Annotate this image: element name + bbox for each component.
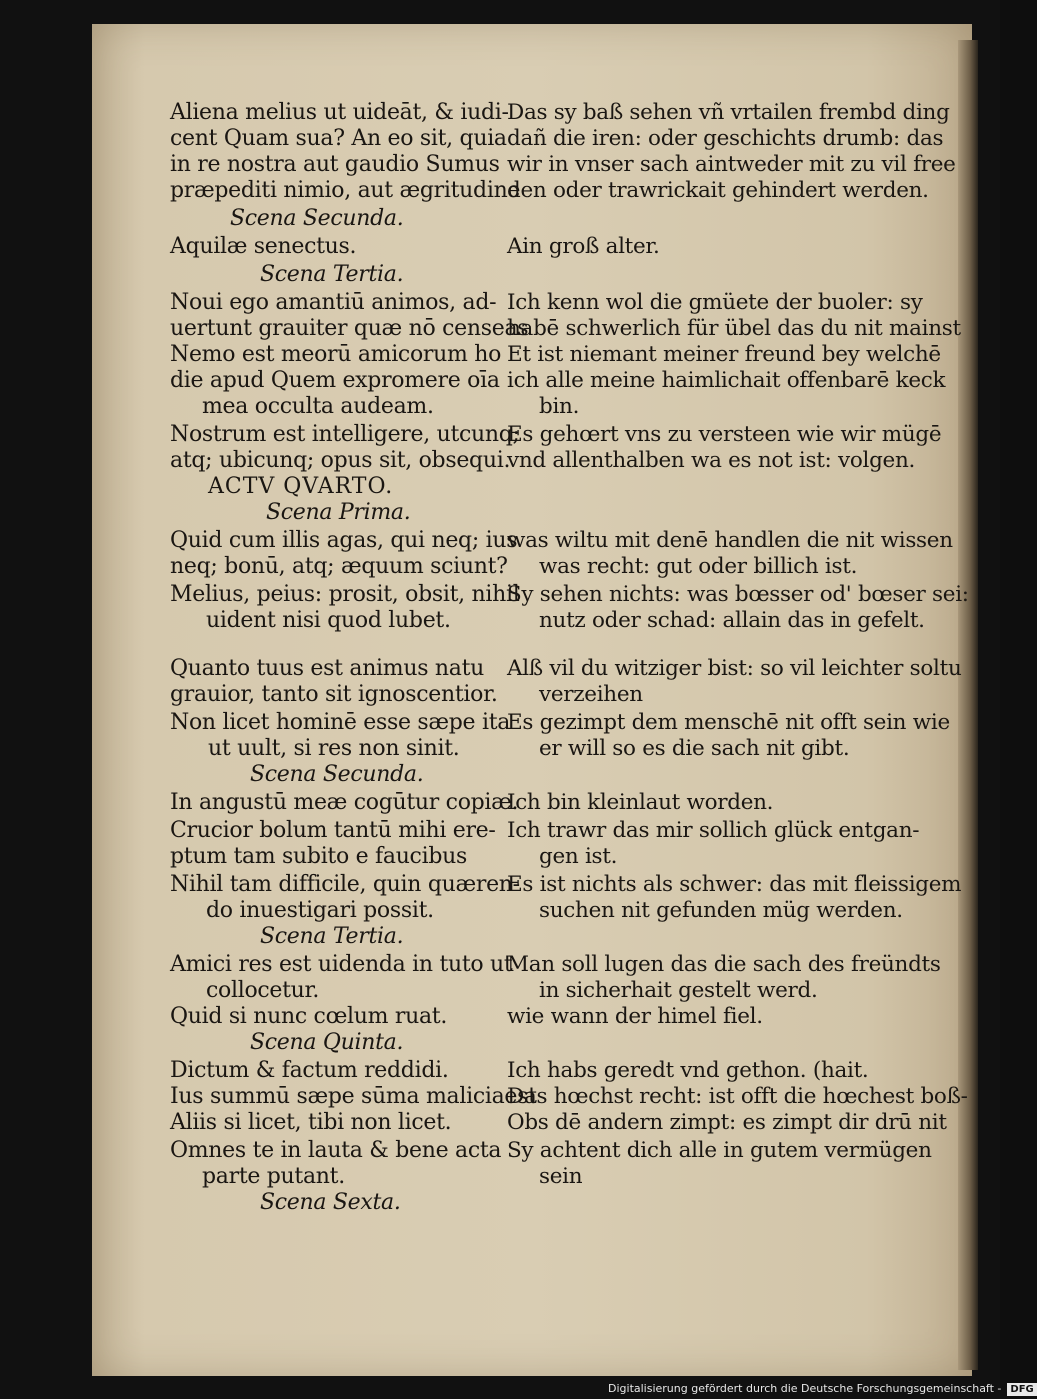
german-text-line: in sicherhait gestelt werd. — [539, 978, 818, 1003]
latin-text-line: Melius, peius: prosit, obsit, nihil — [170, 582, 520, 607]
latin-text-line: Nemo est meorū amicorum ho — [170, 342, 502, 367]
german-text-line: den oder trawrickait gehindert werden. — [507, 178, 929, 203]
latin-text-line: Crucior bolum tantū mihi ere- — [170, 818, 496, 843]
german-text-line: sein — [539, 1164, 583, 1189]
latin-scene-heading: Scena Secunda. — [230, 206, 404, 231]
latin-act-heading: ACTV QVARTO. — [208, 474, 394, 499]
latin-text-line: Noui ego amantiū animos, ad- — [170, 290, 497, 315]
german-text-line: Ich trawr das mir sollich glück entgan- — [507, 818, 920, 843]
latin-text-line: Aquilæ senectus. — [170, 234, 357, 259]
latin-text-line: collocetur. — [206, 978, 320, 1003]
page-edge — [958, 40, 978, 1370]
latin-text-line: præpediti nimio, aut ægritudine — [170, 178, 521, 203]
latin-text-line: ut uult, si res non sinit. — [208, 736, 460, 761]
german-text-line: habē schwerlich für übel das du nit mainst — [507, 316, 961, 341]
german-text-line: Ich bin kleinlaut worden. — [507, 790, 774, 815]
german-text-line: was wiltu mit denē handlen die nit wissen — [507, 528, 953, 553]
latin-text-line: cent Quam sua? An eo sit, quia — [170, 126, 507, 151]
latin-text-line: Nihil tam difficile, quin quæren- — [170, 872, 520, 897]
german-text-line: Et ist niemant meiner freund bey welchē — [507, 342, 941, 367]
latin-text-line: Amici res est uidenda in tuto ut — [170, 952, 513, 977]
german-text-line: Es gezimpt dem menschē nit offt sein wie — [507, 710, 950, 735]
latin-text-line: uident nisi quod lubet. — [206, 608, 451, 633]
german-text-line: Sy sehen nichts: was bœsser od' bœser sei: — [507, 582, 969, 607]
german-text-line: Das hœchst recht: ist offt die hœchest boß- — [507, 1084, 968, 1109]
latin-text-line: Aliis si licet, tibi non licet. — [170, 1110, 452, 1135]
german-text-line: Es gehœrt vns zu versteen wie wir mügē — [507, 422, 942, 447]
german-text-line: verzeihen — [539, 682, 643, 707]
latin-text-line: In angustū meæ cogūtur copiæ. — [170, 790, 519, 815]
latin-text-line: die apud Quem expromere oīa — [170, 368, 500, 393]
latin-text-line: Dictum & factum reddidi. — [170, 1058, 449, 1083]
german-text-line: Ich kenn wol die gmüete der buoler: sy — [507, 290, 923, 315]
german-text-line: vnd allenthalben wa es not ist: volgen. — [507, 448, 916, 473]
latin-text-line: Aliena melius ut uideāt, & iudi- — [170, 100, 509, 125]
latin-scene-heading: Scena Tertia. — [260, 924, 404, 949]
digitization-credit — [608, 1380, 1037, 1398]
latin-scene-heading: Scena Quinta. — [250, 1030, 404, 1055]
latin-text-line: Nostrum est intelligere, utcunq; — [170, 422, 520, 447]
latin-scene-heading: Scena Sexta. — [260, 1190, 401, 1215]
latin-text-line: Quid si nunc cœlum ruat. — [170, 1004, 448, 1029]
latin-text-line: in re nostra aut gaudio Sumus — [170, 152, 500, 177]
german-text-line: Ich habs geredt vnd gethon. (hait. — [507, 1058, 869, 1083]
german-text-line: Sy achtent dich alle in gutem vermügen — [507, 1138, 932, 1163]
german-text-line: nutz oder schad: allain das in gefelt. — [539, 608, 925, 633]
latin-scene-heading: Scena Secunda. — [250, 762, 424, 787]
german-text-line: ich alle meine haimlichait offenbarē keck — [507, 368, 946, 393]
german-text-line: Man soll lugen das die sach des freündts — [507, 952, 941, 977]
latin-text-line: Quanto tuus est animus natu — [170, 656, 485, 681]
latin-text-line: Non licet hominē esse sæpe ita — [170, 710, 511, 735]
latin-text-line: uertunt grauiter quæ nō censeas — [170, 316, 529, 341]
german-text-line: wir in vnser sach aintweder mit zu vil free — [507, 152, 956, 177]
german-text-line: suchen nit gefunden müg werden. — [539, 898, 903, 923]
german-text-line: gen ist. — [539, 844, 618, 869]
latin-scene-heading: Scena Prima. — [266, 500, 411, 525]
latin-text-line: Omnes te in lauta & bene acta — [170, 1138, 502, 1163]
german-text-line: Obs dē andern zimpt: es zimpt dir drū nit — [507, 1110, 947, 1135]
german-text-line: bin. — [539, 394, 580, 419]
latin-text-line: mea occulta audeam. — [202, 394, 434, 419]
latin-text-line: atq; ubicunq; opus sit, obsequi. — [170, 448, 511, 473]
german-text-line: Es ist nichts als schwer: das mit fleissigem — [507, 872, 962, 897]
latin-text-line: grauior, tanto sit ignoscentior. — [170, 682, 498, 707]
german-text-line: wie wann der himel fiel. — [507, 1004, 763, 1029]
latin-text-line: ptum tam subito e faucibus — [170, 844, 467, 869]
german-text-line: was recht: gut oder billich ist. — [539, 554, 858, 579]
latin-text-line: Ius summū sæpe sūma maliciaest — [170, 1084, 537, 1109]
german-text-line: dañ die iren: oder geschichts drumb: das — [507, 126, 944, 151]
dfg-logo: DFG — [1007, 1383, 1036, 1396]
german-text-line: Ain groß alter. — [507, 234, 660, 259]
german-text-line: Das sy baß sehen vñ vrtailen frembd ding — [507, 100, 950, 125]
credit-text: Digitalisierung gefördert durch die Deutsche Forschungsgemeinschaft - — [608, 1382, 1002, 1395]
latin-text-line: parte putant. — [202, 1164, 345, 1189]
latin-text-line: Quid cum illis agas, qui neq; ius — [170, 528, 518, 553]
latin-scene-heading: Scena Tertia. — [260, 262, 404, 287]
german-text-line: er will so es die sach nit gibt. — [539, 736, 850, 761]
latin-text-line: do inuestigari possit. — [206, 898, 434, 923]
german-text-line: Alß vil du witziger bist: so vil leichter soltu — [507, 656, 962, 681]
latin-text-line: neq; bonū, atq; æquum sciunt? — [170, 554, 508, 579]
